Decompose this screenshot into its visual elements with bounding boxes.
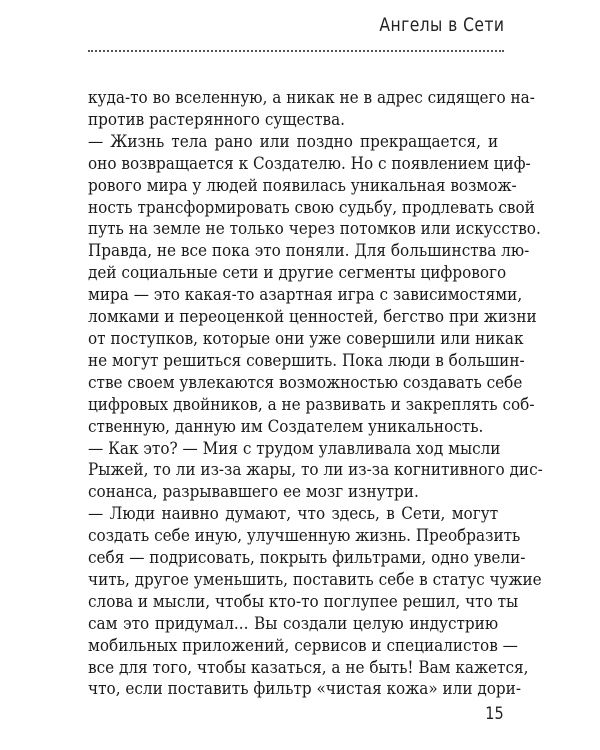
text-line: ность трансформировать свою судьбу, продлевать свой: [88, 197, 535, 217]
page-body-text: [88, 87, 543, 700]
text-line: рового мира у людей появилась уникальная возмож-: [88, 175, 517, 195]
text-line: — Люди наивно думают, что здесь, в Сети, могут: [88, 504, 499, 524]
text-line: не могут решиться совершить. Пока люди в большин-: [88, 350, 525, 370]
text-line: чить, другое уменьшить, поставить себе в статус чужие: [88, 569, 542, 589]
text-line: стве своем увлекаются возможностью создавать себе: [88, 372, 523, 392]
text-line: слова и мысли, чтобы кто-то поглупее решил, что ты: [88, 591, 519, 611]
text-line: — Жизнь тела рано или поздно прекращается, и: [88, 131, 499, 151]
text-line: себя — подрисовать, покрыть фильтрами, одно увели-: [88, 548, 526, 568]
text-line: сам это придумал... Вы создали целую индустрию: [88, 613, 499, 633]
text-line: создать себе иную, улучшенную жизнь. Преобразить: [88, 526, 521, 546]
text-line: оно возвращается к Создателю. Но с появлением циф-: [88, 153, 531, 173]
text-line: ственную, данную им Создателем уникальность.: [88, 416, 484, 436]
text-line: Рыжей, то ли из-за жары, то ли из-за когнитивного дис-: [88, 460, 543, 480]
text-line: — Как это? — Мия с трудом улавливала ход мысли: [88, 438, 501, 458]
running-head-title: Ангелы в Сети: [379, 14, 504, 36]
text-line: ломками и переоценкой ценностей, бегство при жизни: [88, 307, 537, 327]
text-line: все для того, чтобы казаться, а не быть! Вам кажется,: [88, 657, 529, 677]
text-line: цифровых двойников, а не развивать и закреплять соб-: [88, 394, 535, 414]
text-line: от поступков, которые они уже совершили или никак: [88, 328, 524, 348]
text-line: против растерянного существа.: [88, 109, 346, 129]
text-line: Правда, не все пока это поняли. Для большинства лю-: [88, 241, 530, 261]
text-line: дей социальные сети и другие сегменты цифрового: [88, 263, 507, 283]
text-line: куда-то во вселенную, а никак не в адрес сидящего на-: [88, 88, 535, 107]
text-line: путь на земле не только через потомков или искусство.: [88, 219, 541, 239]
text-line: мира — это какая-то азартная игра с зависимостями,: [88, 285, 523, 305]
text-line: что, если поставить фильтр «чистая кожа» или дори-: [88, 679, 522, 699]
page-number: 15: [485, 704, 504, 724]
text-line: сонанса, разрывавшего ее мозг изнутри.: [88, 482, 419, 502]
text-line: мобильных приложений, сервисов и специалистов —: [88, 635, 518, 655]
header-dotted-rule: [88, 50, 504, 52]
